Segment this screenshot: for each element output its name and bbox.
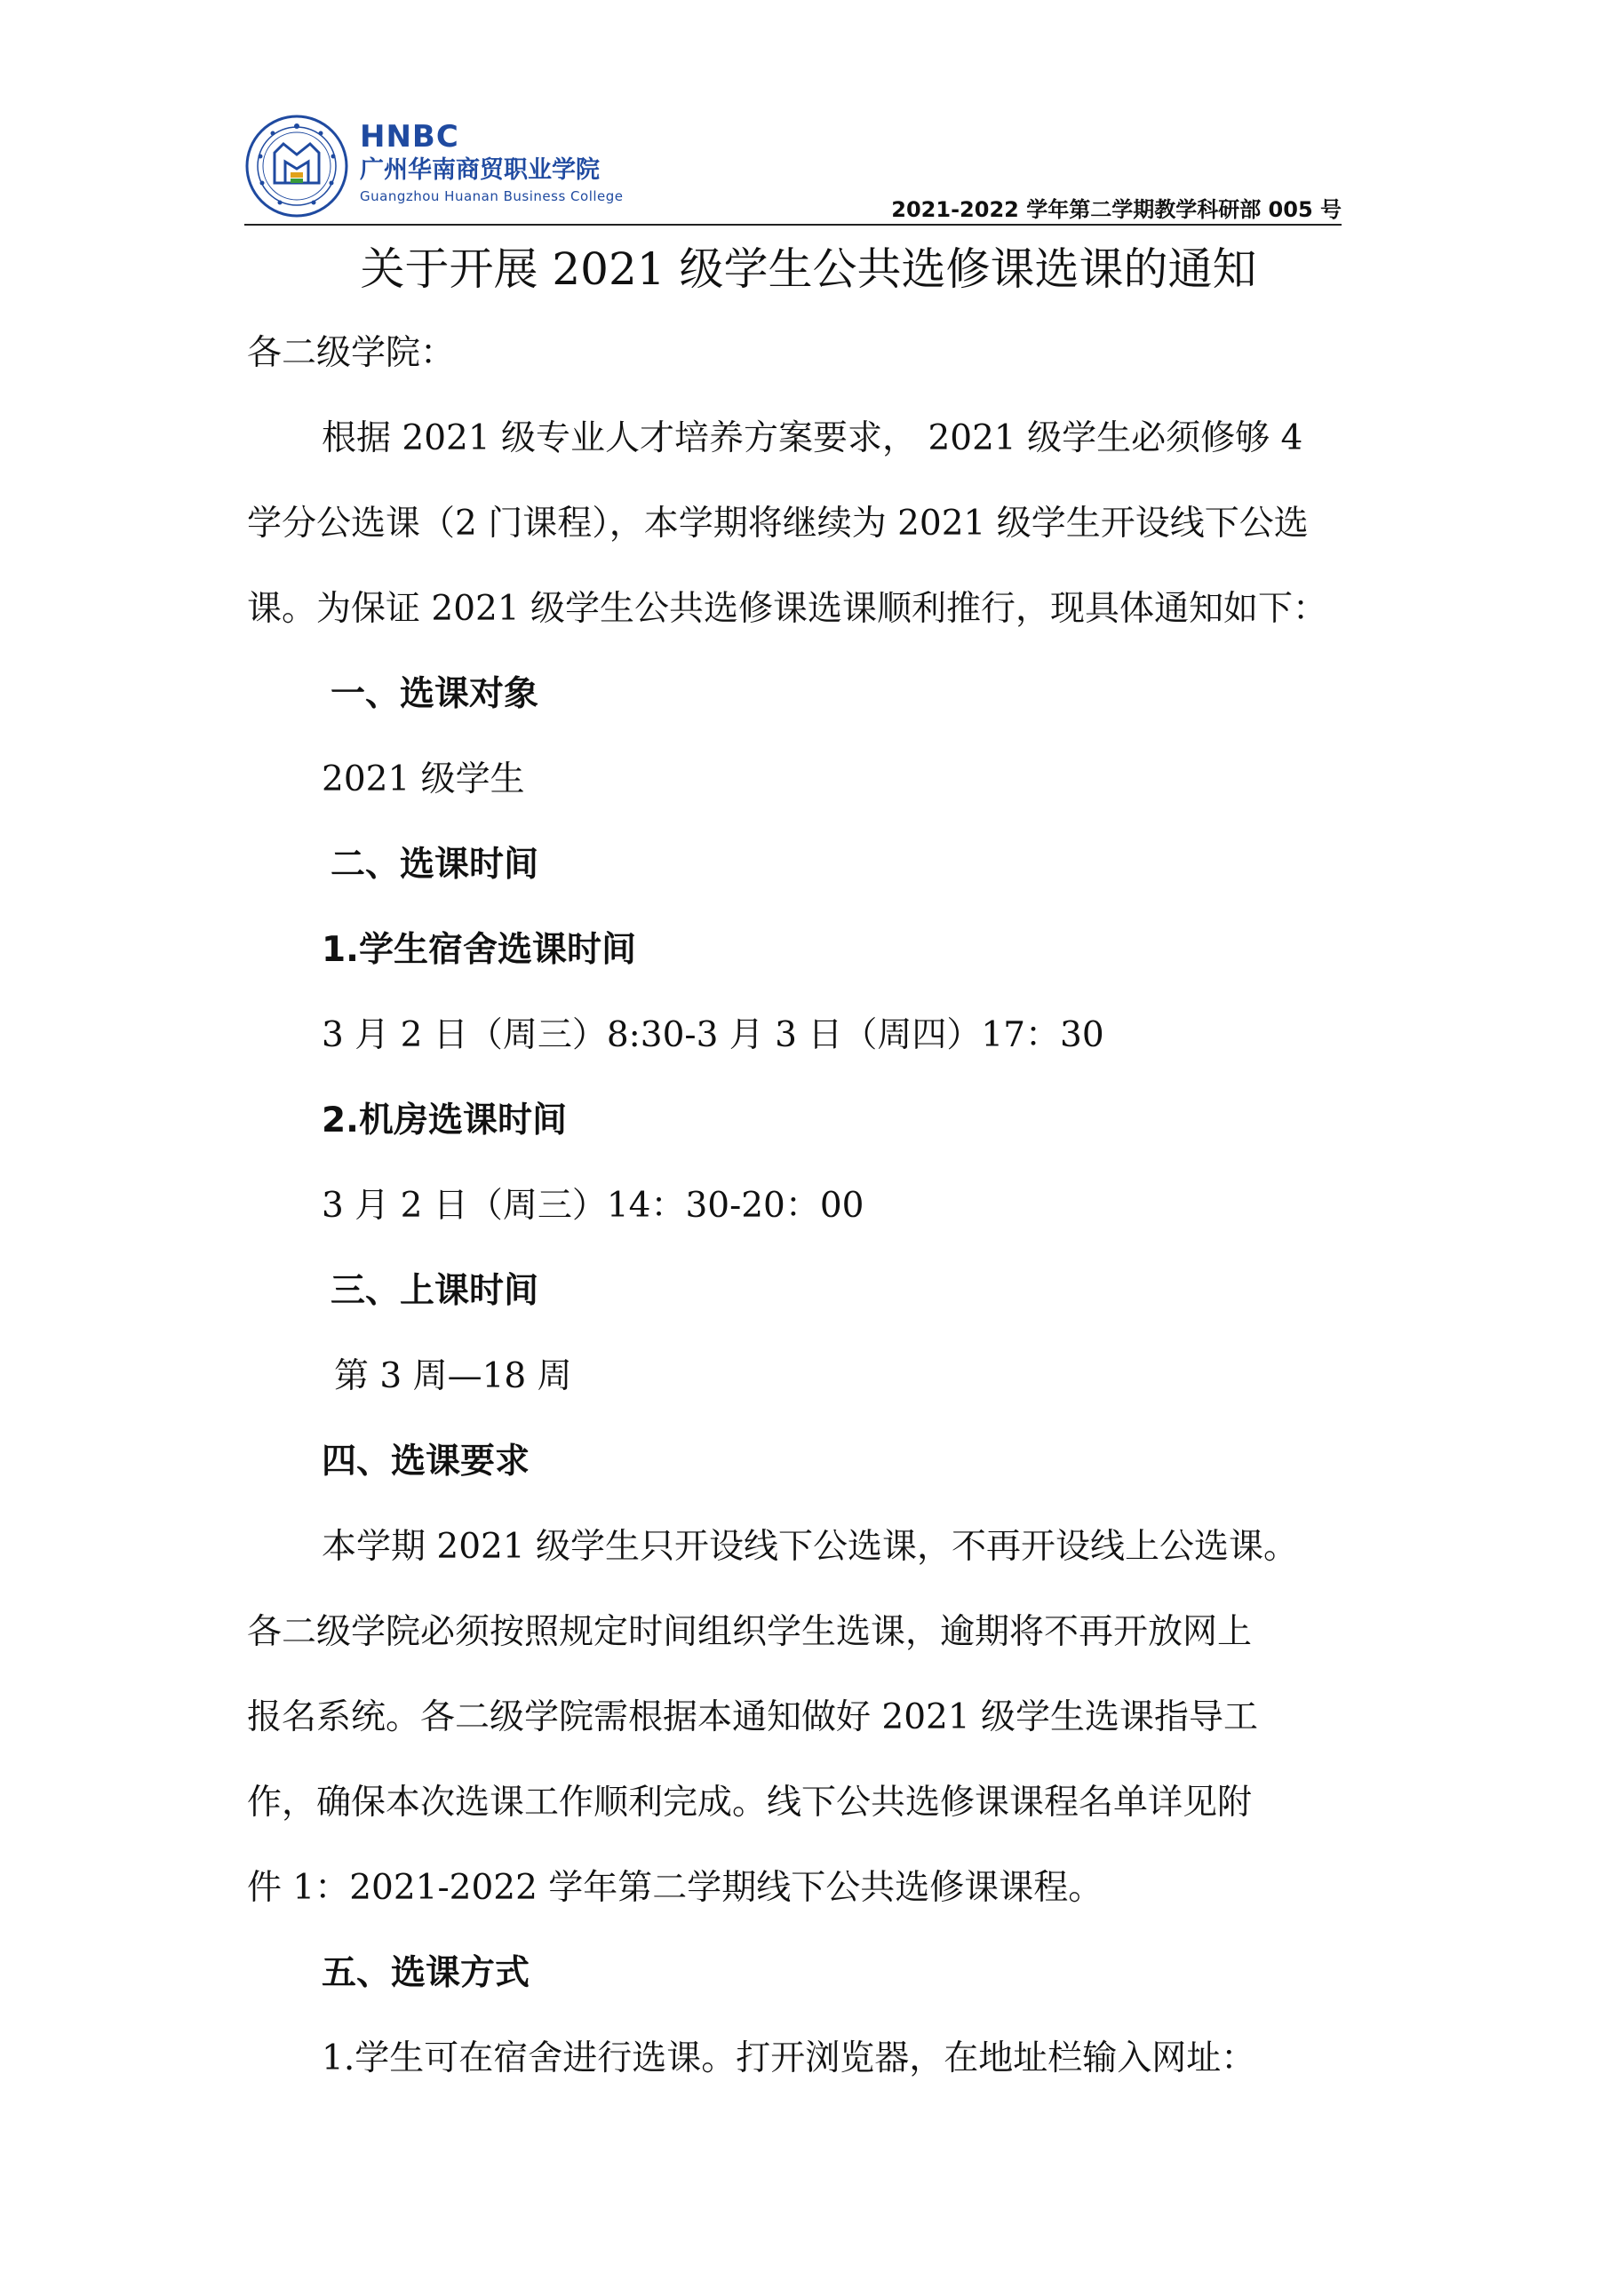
header-divider: [244, 224, 1342, 226]
section-1-heading: 一、选课对象: [331, 674, 539, 714]
section-1-content: 2021 级学生: [322, 759, 525, 799]
section-5-line-1: 1.学生可在宿舍进行选课。打开浏览器，在地址栏输入网址：: [322, 2038, 1256, 2078]
section-5-heading: 五、选课方式: [322, 1953, 530, 1993]
document-title: 关于开展 2021 级学生公共选修课选课的通知: [360, 243, 1257, 295]
section-4-line-3: 报名系统。各二级学院需根据本通知做好 2021 级学生选课指导工: [247, 1697, 1259, 1737]
section-4-line-1: 本学期 2021 级学生只开设线下公选课，不再开设线上公选课。: [322, 1527, 1299, 1567]
section-3-heading: 三、上课时间: [331, 1271, 539, 1311]
section-2-heading: 二、选课时间: [331, 845, 539, 885]
salutation: 各二级学院：: [247, 333, 456, 373]
logo-abbr: HNBC: [360, 119, 459, 155]
section-2-sub1-heading: 1.学生宿舍选课时间: [322, 930, 636, 970]
logo-name-cn: 广州华南商贸职业学院: [360, 156, 600, 184]
logo-name-en: Guangzhou Huanan Business College: [360, 188, 624, 204]
section-3-content: 第 3 周—18 周: [334, 1356, 572, 1396]
logo-text: [360, 119, 624, 206]
intro-line-2: 学分公选课（2 门课程），本学期将继续为 2021 级学生开设线下公选: [247, 504, 1309, 544]
intro-line-3: 课。为保证 2021 级学生公共选修课选课顺利推行，现具体通知如下：: [247, 589, 1328, 629]
section-4-heading: 四、选课要求: [322, 1442, 530, 1482]
section-2-sub2-content: 3 月 2 日（周三）14：30-20：00: [322, 1186, 864, 1226]
intro-line-1: 根据 2021 级专业人才培养方案要求， 2021 级学生必须修够 4: [322, 418, 1303, 458]
section-2-sub2-heading: 2.机房选课时间: [322, 1100, 567, 1140]
college-seal-icon: [244, 114, 349, 218]
section-2-sub1-content: 3 月 2 日（周三）8:30-3 月 3 日（周四）17：30: [322, 1015, 1104, 1055]
college-logo: [244, 114, 624, 218]
document-number: 2021-2022 学年第二学期教学科研部 005 号: [891, 197, 1342, 222]
section-4-line-5: 件 1：2021-2022 学年第二学期线下公共选修课课程。: [247, 1868, 1103, 1908]
section-4-line-2: 各二级学院必须按照规定时间组织学生选课，逾期将不再开放网上: [247, 1612, 1253, 1652]
section-4-line-4: 作，确保本次选课工作顺利完成。线下公共选修课课程名单详见附: [247, 1783, 1253, 1823]
